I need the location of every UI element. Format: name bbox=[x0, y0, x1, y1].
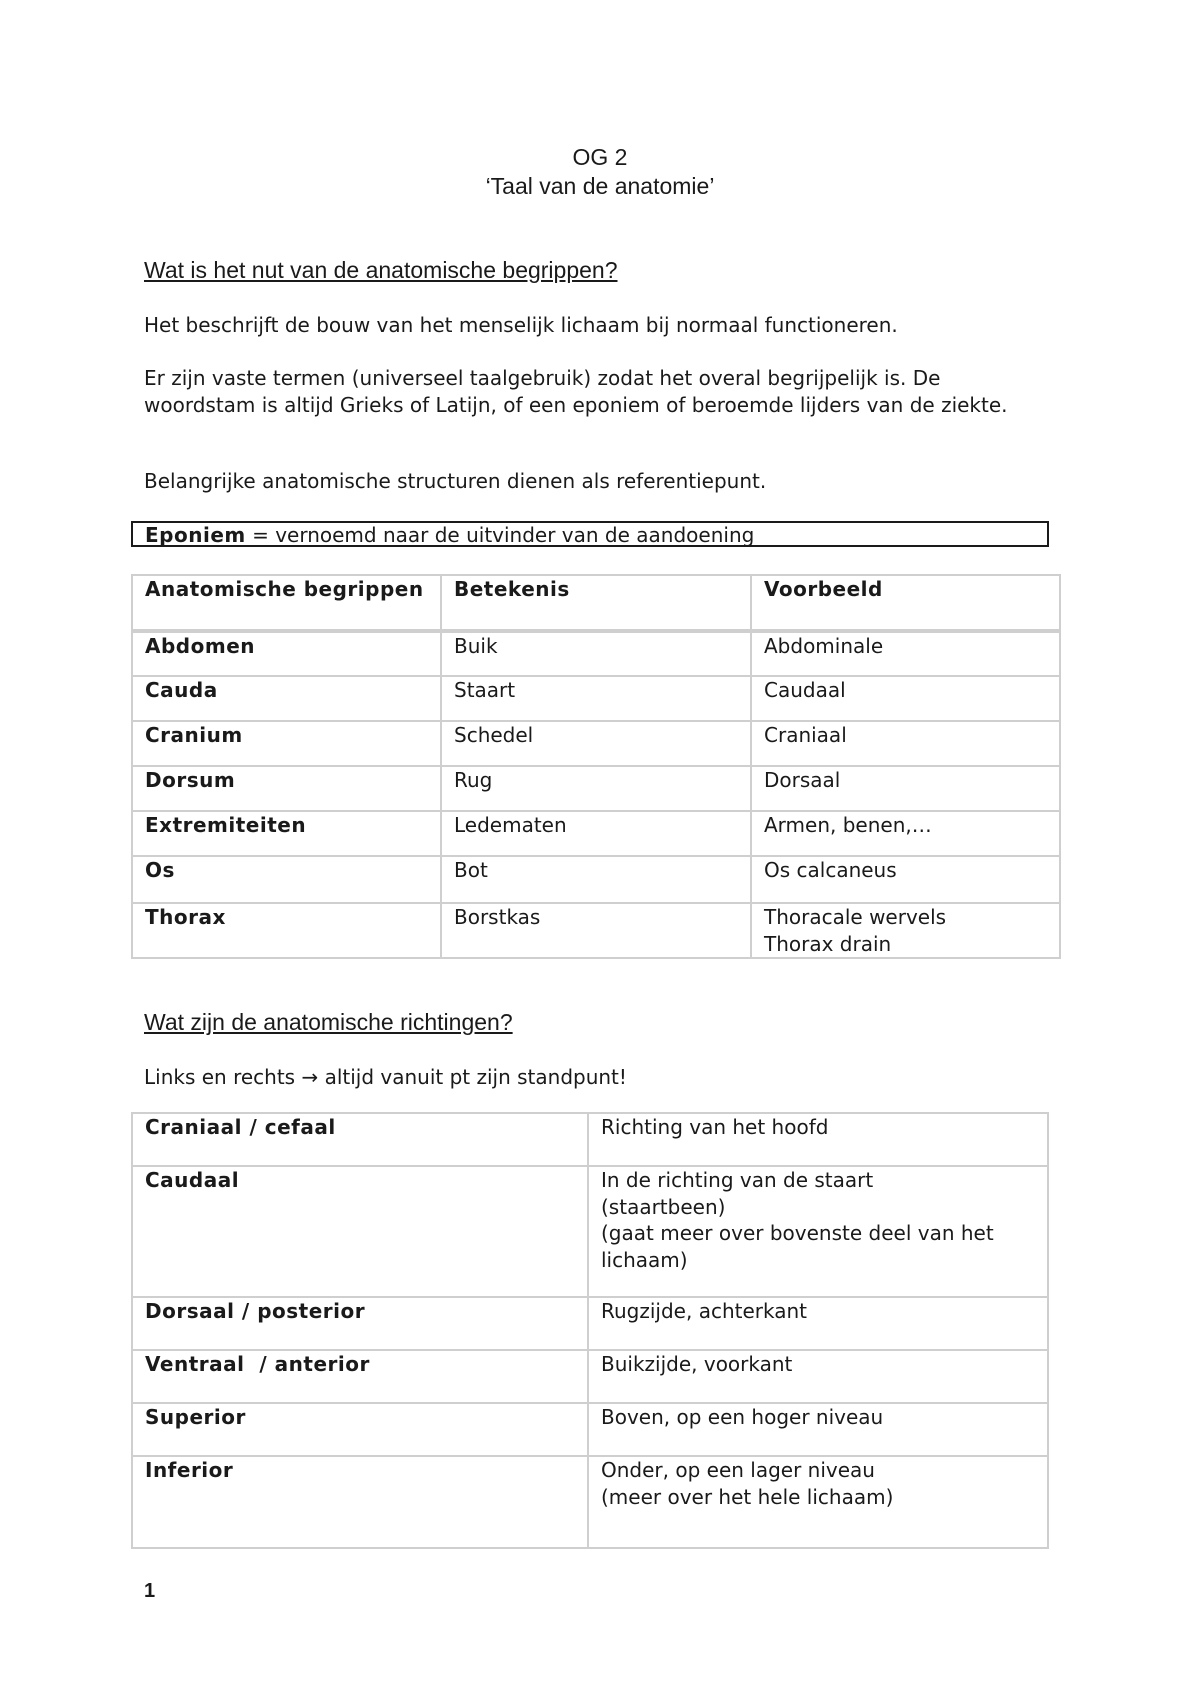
section-heading-richtingen: Wat zijn de anatomische richtingen? bbox=[144, 1009, 513, 1035]
meaning-cell: Bot bbox=[441, 856, 751, 903]
direction-term-cell: Superior bbox=[132, 1403, 588, 1456]
meaning-cell: Rug bbox=[441, 766, 751, 811]
paragraph-referentiepunt: Belangrijke anatomische structuren dienen als referentiepunt. bbox=[144, 469, 767, 493]
anatomical-terms-table bbox=[131, 574, 1061, 959]
example-cell: Armen, benen,… bbox=[751, 811, 1060, 856]
direction-desc-cell: Rugzijde, achterkant bbox=[588, 1297, 1048, 1350]
table-row bbox=[132, 1403, 1048, 1456]
paragraph-vaste-termen: Er zijn vaste termen (universeel taalgebruik) zodat het overal begrijpelijk is. De woordstam is altijd Grieks of Latijn, of een eponiem of beroemde lijders van de ziekte. bbox=[144, 366, 1008, 417]
term-cell: Extremiteiten bbox=[132, 811, 441, 856]
meaning-cell: Buik bbox=[441, 631, 751, 676]
eponiem-term: Eponiem bbox=[145, 523, 246, 547]
example-cell: Abdominale bbox=[751, 631, 1060, 676]
direction-term-cell: Dorsaal / posterior bbox=[132, 1297, 588, 1350]
example-cell: Os calcaneus bbox=[751, 856, 1060, 903]
term-cell: Cauda bbox=[132, 676, 441, 721]
table-row bbox=[132, 1456, 1048, 1548]
eponiem-definition-box bbox=[131, 521, 1049, 547]
direction-term-cell: Craniaal / cefaal bbox=[132, 1113, 588, 1166]
direction-desc-cell: Boven, op een hoger niveau bbox=[588, 1403, 1048, 1456]
table-row bbox=[132, 631, 1060, 676]
direction-term-cell: Ventraal / anterior bbox=[132, 1350, 588, 1403]
direction-desc-cell: In de richting van de staart (staartbeen) (gaat meer over bovenste deel van het lichaam) bbox=[588, 1166, 1048, 1297]
direction-term-cell: Inferior bbox=[132, 1456, 588, 1548]
paragraph-bouw: Het beschrijft de bouw van het menselijk lichaam bij normaal functioneren. bbox=[144, 313, 898, 337]
header-cell: Voorbeeld bbox=[751, 575, 1060, 631]
meaning-cell: Ledematen bbox=[441, 811, 751, 856]
section-heading-nut: Wat is het nut van de anatomische begrippen? bbox=[144, 257, 618, 283]
example-cell: Dorsaal bbox=[751, 766, 1060, 811]
document-title: OG 2 bbox=[572, 144, 628, 170]
table-header-row bbox=[132, 575, 1060, 631]
direction-desc-cell: Buikzijde, voorkant bbox=[588, 1350, 1048, 1403]
direction-desc-cell: Richting van het hoofd bbox=[588, 1113, 1048, 1166]
header-cell: Betekenis bbox=[441, 575, 751, 631]
paragraph-links-rechts: Links en rechts → altijd vanuit pt zijn standpunt! bbox=[144, 1065, 627, 1089]
table-row bbox=[132, 721, 1060, 766]
direction-term-cell: Caudaal bbox=[132, 1166, 588, 1297]
example-cell: Thoracale wervels Thorax drain bbox=[751, 903, 1060, 958]
table-row bbox=[132, 856, 1060, 903]
page-number: 1 bbox=[144, 1580, 156, 1602]
example-cell: Craniaal bbox=[751, 721, 1060, 766]
eponiem-def: = vernoemd naar de uitvinder van de aandoening bbox=[245, 523, 755, 547]
table-row bbox=[132, 903, 1060, 958]
term-cell: Cranium bbox=[132, 721, 441, 766]
term-cell: Abdomen bbox=[132, 631, 441, 676]
anatomical-directions-table bbox=[131, 1112, 1049, 1549]
term-cell: Thorax bbox=[132, 903, 441, 958]
table-row bbox=[132, 676, 1060, 721]
term-cell: Dorsum bbox=[132, 766, 441, 811]
meaning-cell: Staart bbox=[441, 676, 751, 721]
meaning-cell: Borstkas bbox=[441, 903, 751, 958]
table-row bbox=[132, 1350, 1048, 1403]
table-row bbox=[132, 1297, 1048, 1350]
eponiem-definition bbox=[145, 522, 754, 548]
table-row bbox=[132, 811, 1060, 856]
table-row bbox=[132, 766, 1060, 811]
term-cell: Os bbox=[132, 856, 441, 903]
meaning-cell: Schedel bbox=[441, 721, 751, 766]
document-subtitle: ‘Taal van de anatomie’ bbox=[485, 173, 715, 199]
header-cell: Anatomische begrippen bbox=[132, 575, 441, 631]
table-row bbox=[132, 1166, 1048, 1297]
example-cell: Caudaal bbox=[751, 676, 1060, 721]
table-row bbox=[132, 1113, 1048, 1166]
direction-desc-cell: Onder, op een lager niveau (meer over het hele lichaam) bbox=[588, 1456, 1048, 1548]
